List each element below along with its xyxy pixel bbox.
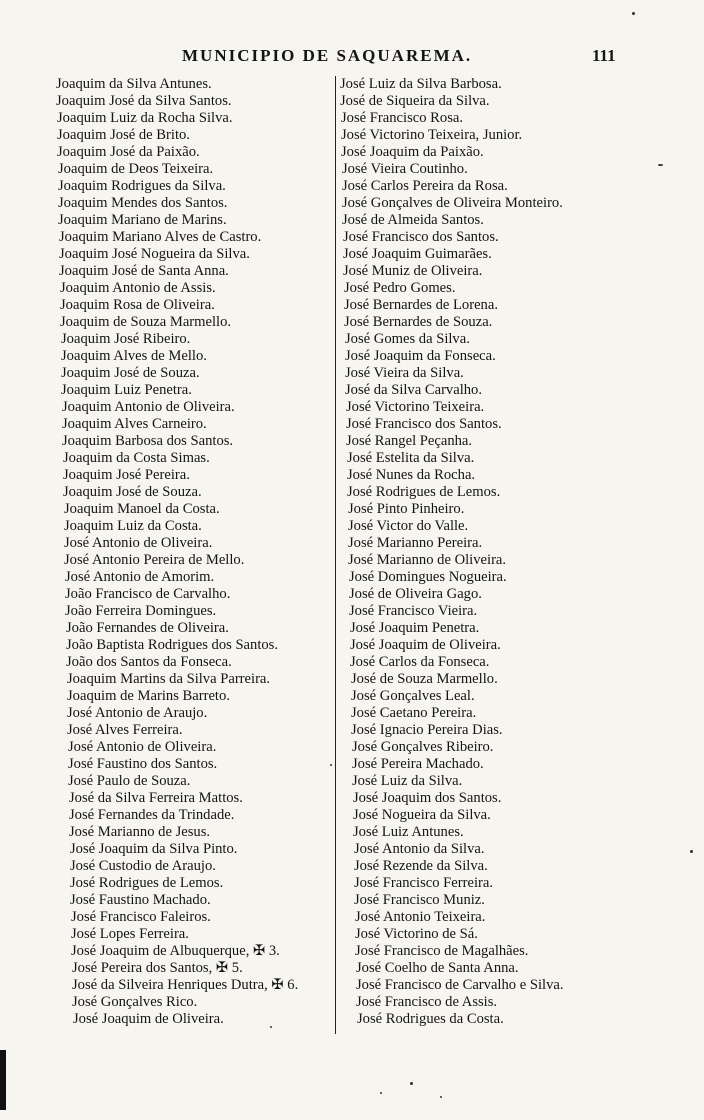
name-entry: José Joaquim Penetra.: [350, 620, 480, 636]
name-entry: José Joaquim da Silva Pinto.: [70, 841, 238, 857]
name-entry: José Faustino Machado.: [70, 892, 211, 908]
name-entry: Joaquim Antonio de Assis.: [60, 280, 216, 296]
name-entry: Joaquim Alves Carneiro.: [62, 416, 207, 432]
name-entry: José Marianno de Jesus.: [69, 824, 211, 840]
right-name-column: [340, 76, 670, 1028]
name-entry: José Antonio de Araujo.: [67, 705, 208, 721]
name-entry: Joaquim José Ribeiro.: [61, 331, 191, 347]
name-entry: Joaquim Antonio de Oliveira.: [62, 399, 235, 415]
name-entry: Joaquim José de Souza.: [61, 365, 200, 381]
name-entry: José da Silveira Henriques Dutra, ✠ 6.: [72, 977, 299, 993]
name-entry: José de Oliveira Gago.: [349, 586, 482, 602]
name-entry: Joaquim José de Santa Anna.: [59, 263, 229, 279]
name-entry: José Estelita da Silva.: [347, 450, 475, 466]
name-entry: José Muniz de Oliveira.: [343, 263, 483, 279]
name-entry: José de Siqueira da Silva.: [340, 93, 490, 109]
name-entry: José da Silva Ferreira Mattos.: [69, 790, 243, 806]
name-entry: José Marianno Pereira.: [348, 535, 483, 551]
name-entry: José Antonio de Oliveira.: [68, 739, 217, 755]
name-entry: Joaquim da Silva Antunes.: [56, 76, 212, 92]
name-entry: José Bernardes de Souza.: [344, 314, 493, 330]
page-edge-mark: [0, 1050, 6, 1110]
name-entry: José Francisco de Carvalho e Silva.: [356, 977, 564, 993]
name-entry: Joaquim Mariano de Marins.: [58, 212, 227, 228]
name-entry: José Nunes da Rocha.: [347, 467, 476, 483]
name-entry: José Luiz Antunes.: [353, 824, 464, 840]
name-entry: José Gomes da Silva.: [345, 331, 470, 347]
name-entry: José Rodrigues da Costa.: [357, 1011, 504, 1027]
name-entry: Joaquim Manoel da Costa.: [64, 501, 220, 517]
name-entry: Joaquim José da Silva Santos.: [56, 93, 232, 109]
print-speck: [270, 1026, 272, 1028]
name-entry: Joaquim José da Paixão.: [57, 144, 200, 160]
name-entry: José Alves Ferreira.: [67, 722, 183, 738]
name-entry: José Ignacio Pereira Dias.: [351, 722, 503, 738]
name-entry: José Pinto Pinheiro.: [348, 501, 465, 517]
column-divider: [335, 76, 336, 1034]
name-entry: José Francisco Rosa.: [341, 110, 464, 126]
name-entry: José Victor do Valle.: [348, 518, 469, 534]
name-entry: José Francisco Ferreira.: [354, 875, 493, 891]
name-entry: Joaquim Mariano Alves de Castro.: [59, 229, 262, 245]
name-entry: José Francisco de Magalhães.: [355, 943, 529, 959]
name-entry: José Joaquim da Fonseca.: [345, 348, 496, 364]
name-entry: José Victorino Teixeira.: [346, 399, 485, 415]
name-entry: João Fernandes de Oliveira.: [66, 620, 229, 636]
name-entry: José Pereira Machado.: [352, 756, 484, 772]
name-entry: José Domingues Nogueira.: [349, 569, 507, 585]
name-entry: José Joaquim Guimarães.: [343, 246, 492, 262]
name-entry: Joaquim Rodrigues da Silva.: [58, 178, 226, 194]
name-entry: Joaquim José Pereira.: [63, 467, 190, 483]
print-speck: [410, 1082, 413, 1085]
name-entry: José Bernardes de Lorena.: [344, 297, 498, 313]
name-entry: José Rangel Peçanha.: [346, 433, 473, 449]
name-entry: José Pereira dos Santos, ✠ 5.: [72, 960, 243, 976]
name-entry: Joaquim Rosa de Oliveira.: [60, 297, 215, 313]
name-entry: José Joaquim de Oliveira.: [73, 1011, 224, 1027]
name-entry: José Gonçalves Leal.: [351, 688, 475, 704]
name-entry: José Caetano Pereira.: [351, 705, 477, 721]
print-speck: [690, 850, 693, 853]
name-entry: José Paulo de Souza.: [68, 773, 191, 789]
name-entry: José Carlos Pereira da Rosa.: [342, 178, 508, 194]
name-entry: José Francisco de Assis.: [356, 994, 498, 1010]
name-entry: João dos Santos da Fonseca.: [66, 654, 232, 670]
name-entry: José Gonçalves de Oliveira Monteiro.: [342, 195, 563, 211]
name-entry: José da Silva Carvalho.: [345, 382, 482, 398]
name-entry: José Pedro Gomes.: [344, 280, 456, 296]
name-entry: José Francisco Faleiros.: [71, 909, 211, 925]
name-entry: José de Almeida Santos.: [342, 212, 484, 228]
name-entry: José Joaquim de Oliveira.: [350, 637, 501, 653]
name-entry: José Antonio da Silva.: [354, 841, 485, 857]
name-entry: José de Souza Marmello.: [351, 671, 498, 687]
name-entry: Joaquim de Marins Barreto.: [67, 688, 230, 704]
name-entry: José Vieira da Silva.: [345, 365, 464, 381]
name-entry: José Vieira Coutinho.: [342, 161, 468, 177]
name-entry: José Luiz da Silva Barbosa.: [340, 76, 502, 92]
name-entry: José Coelho de Santa Anna.: [356, 960, 519, 976]
name-entry: José Rodrigues de Lemos.: [347, 484, 501, 500]
name-entry: Joaquim de Souza Marmello.: [60, 314, 232, 330]
print-speck: [440, 1096, 442, 1098]
name-entry: Joaquim Martins da Silva Parreira.: [67, 671, 271, 687]
page-title: MUNICIPIO DE SAQUAREMA.: [182, 46, 473, 65]
print-speck: [632, 12, 635, 15]
name-entry: João Francisco de Carvalho.: [65, 586, 231, 602]
name-entry: José Luiz da Silva.: [352, 773, 463, 789]
name-entry: Joaquim José de Brito.: [57, 127, 190, 143]
name-entry: José Antonio de Oliveira.: [64, 535, 213, 551]
name-entry: José Victorino Teixeira, Junior.: [341, 127, 523, 143]
name-entry: Joaquim José Nogueira da Silva.: [59, 246, 250, 262]
page-header: [0, 46, 704, 70]
name-entry: José Joaquim de Albuquerque, ✠ 3.: [71, 943, 280, 959]
name-entry: Joaquim Luiz da Rocha Silva.: [57, 110, 233, 126]
name-entry: Joaquim Mendes dos Santos.: [58, 195, 228, 211]
name-entry: José Gonçalves Rico.: [72, 994, 198, 1010]
name-entry: José Gonçalves Ribeiro.: [352, 739, 494, 755]
print-speck: [380, 1092, 382, 1094]
name-entry: José Fernandes da Trindade.: [69, 807, 235, 823]
name-entry: José Nogueira da Silva.: [353, 807, 491, 823]
print-speck: [658, 164, 663, 166]
page-number: 111: [592, 46, 616, 65]
name-entry: José Antonio de Amorim.: [65, 569, 215, 585]
name-entry: José Lopes Ferreira.: [71, 926, 189, 942]
name-entry: João Baptista Rodrigues dos Santos.: [66, 637, 279, 653]
name-entry: José Francisco dos Santos.: [343, 229, 499, 245]
name-entry: José Antonio Pereira de Mello.: [64, 552, 245, 568]
name-entry: José Custodio de Araujo.: [70, 858, 216, 874]
name-entry: José Antonio Teixeira.: [355, 909, 486, 925]
name-entry: Joaquim da Costa Simas.: [63, 450, 210, 466]
name-entry: Joaquim Luiz da Costa.: [64, 518, 202, 534]
name-entry: José Victorino de Sá.: [355, 926, 478, 942]
name-entry: Joaquim Luiz Penetra.: [61, 382, 192, 398]
name-entry: Joaquim Barbosa dos Santos.: [62, 433, 234, 449]
name-entry: José Joaquim da Paixão.: [341, 144, 484, 160]
name-entry: Joaquim José de Souza.: [63, 484, 202, 500]
name-entry: José Rodrigues de Lemos.: [70, 875, 224, 891]
name-entry: José Marianno de Oliveira.: [348, 552, 507, 568]
left-name-column: [56, 76, 338, 1028]
name-entry: José Francisco Vieira.: [349, 603, 478, 619]
name-entry: João Ferreira Domingues.: [65, 603, 217, 619]
name-entry: José Francisco Muniz.: [354, 892, 485, 908]
name-entry: José Rezende da Silva.: [354, 858, 488, 874]
name-entry: José Francisco dos Santos.: [346, 416, 502, 432]
name-entry: José Faustino dos Santos.: [68, 756, 218, 772]
name-entry: Joaquim de Deos Teixeira.: [58, 161, 214, 177]
name-entry: José Joaquim dos Santos.: [353, 790, 502, 806]
name-entry: Joaquim Alves de Mello.: [61, 348, 207, 364]
print-speck: [330, 764, 332, 766]
name-entry: José Carlos da Fonseca.: [350, 654, 490, 670]
